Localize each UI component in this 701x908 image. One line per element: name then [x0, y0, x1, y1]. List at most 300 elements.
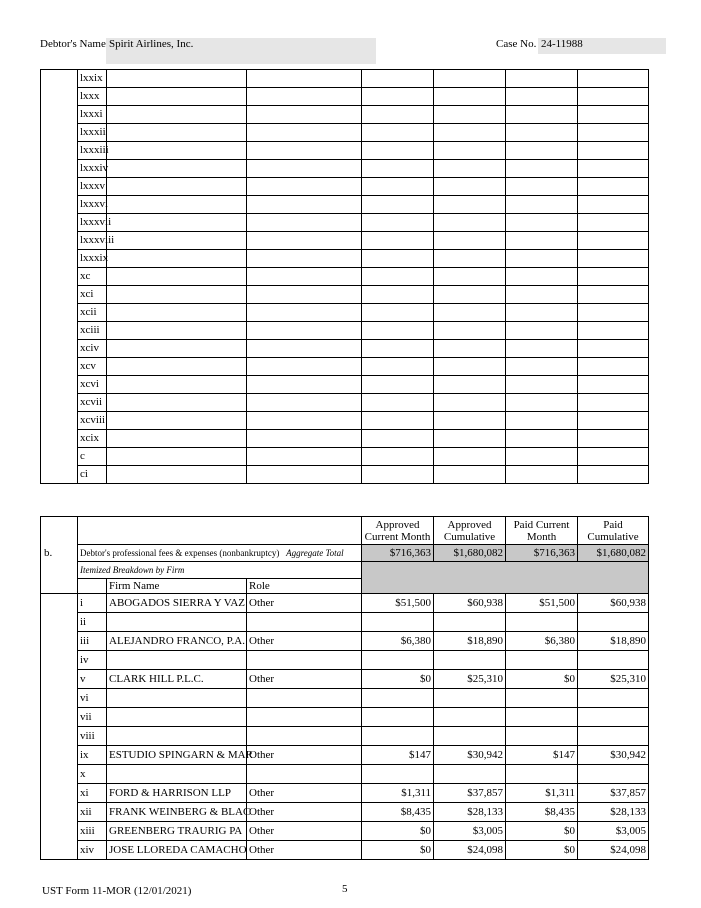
empty-cell	[506, 268, 578, 286]
empty-cell	[434, 340, 506, 358]
row-numeral: lxxxiv	[78, 160, 107, 178]
firm-name	[107, 689, 247, 708]
empty-cell	[247, 448, 362, 466]
firm-row-numeral: iii	[78, 632, 107, 651]
row-numeral: ci	[78, 466, 107, 484]
upper-table-row	[41, 232, 649, 250]
empty-cell	[434, 142, 506, 160]
approved-cumulative: $24,098	[434, 841, 506, 860]
approved-current	[362, 765, 434, 784]
empty-cell	[434, 394, 506, 412]
approved-current: $8,435	[362, 803, 434, 822]
firm-row-numeral: xii	[78, 803, 107, 822]
firm-row	[41, 822, 649, 841]
footer-form: UST Form 11-MOR (12/01/2021)	[42, 885, 192, 897]
empty-cell	[247, 178, 362, 196]
empty-cell	[247, 430, 362, 448]
empty-cell	[362, 304, 434, 322]
upper-table-row	[41, 340, 649, 358]
empty-cell	[578, 268, 649, 286]
upper-table-row	[41, 70, 649, 88]
firm-row	[41, 746, 649, 765]
firm-row	[41, 613, 649, 632]
paid-current: $6,380	[506, 632, 578, 651]
empty-cell	[362, 88, 434, 106]
empty-cell	[578, 178, 649, 196]
firm-role	[247, 651, 362, 670]
empty-cell	[107, 340, 247, 358]
empty-cell	[578, 250, 649, 268]
empty-cell	[578, 340, 649, 358]
empty-cell	[506, 412, 578, 430]
approved-cumulative: $3,005	[434, 822, 506, 841]
empty-cell	[434, 178, 506, 196]
row-spacer-cell	[41, 689, 78, 708]
firm-row	[41, 784, 649, 803]
row-numeral: xcv	[78, 358, 107, 376]
empty-cell	[362, 124, 434, 142]
empty-cell	[247, 340, 362, 358]
empty-cell	[247, 106, 362, 124]
empty-cell	[362, 448, 434, 466]
approved-current: $51,500	[362, 594, 434, 613]
row-spacer-cell	[41, 286, 78, 304]
firm-row	[41, 727, 649, 746]
col-header-paid-cumulative: Paid Cumulative	[578, 517, 649, 545]
firm-role	[247, 708, 362, 727]
row-numeral: lxxxvii	[78, 214, 107, 232]
approved-cumulative	[434, 708, 506, 727]
paid-current	[506, 651, 578, 670]
upper-table-row	[41, 448, 649, 466]
empty-cell	[506, 142, 578, 160]
firm-name	[107, 708, 247, 727]
approved-current	[362, 689, 434, 708]
upper-table-row	[41, 322, 649, 340]
approved-cumulative: $28,133	[434, 803, 506, 822]
row-numeral: lxxx	[78, 88, 107, 106]
empty-cell	[506, 340, 578, 358]
firm-name: ESTUDIO SPINGARN & MAR	[107, 746, 247, 765]
row-spacer-cell	[41, 708, 78, 727]
row-numeral: lxxxvi	[78, 196, 107, 214]
empty-cell	[362, 214, 434, 232]
firm-role: Other	[247, 841, 362, 860]
empty-cell	[506, 250, 578, 268]
firm-row	[41, 632, 649, 651]
paid-current	[506, 727, 578, 746]
empty-cell	[578, 430, 649, 448]
paid-current	[506, 689, 578, 708]
upper-table-row	[41, 178, 649, 196]
empty-cell	[107, 232, 247, 250]
row-numeral: lxxxiii	[78, 142, 107, 160]
empty-cell	[107, 322, 247, 340]
empty-cell	[434, 304, 506, 322]
row-spacer-cell	[41, 613, 78, 632]
approved-cumulative	[434, 765, 506, 784]
row-spacer-cell	[41, 822, 78, 841]
approved-current	[362, 651, 434, 670]
paid-cumulative: $18,890	[578, 632, 649, 651]
row-numeral: xci	[78, 286, 107, 304]
itemized-label: Itemized Breakdown by Firm	[78, 562, 362, 579]
row-spacer-cell	[41, 376, 78, 394]
empty-cell	[506, 178, 578, 196]
empty-cell	[578, 142, 649, 160]
paid-cumulative: $25,310	[578, 670, 649, 689]
firm-row	[41, 765, 649, 784]
approved-cumulative: $25,310	[434, 670, 506, 689]
firm-name: ALEJANDRO FRANCO, P.A.	[107, 632, 247, 651]
row-spacer-cell	[41, 88, 78, 106]
paid-cumulative: $37,857	[578, 784, 649, 803]
paid-current	[506, 765, 578, 784]
empty-cell	[362, 268, 434, 286]
upper-table-row	[41, 142, 649, 160]
firm-row	[41, 841, 649, 860]
empty-cell	[506, 106, 578, 124]
row-numeral: xciii	[78, 322, 107, 340]
firm-role: Other	[247, 594, 362, 613]
firm-row	[41, 594, 649, 613]
paid-cumulative	[578, 727, 649, 746]
empty-cell	[434, 376, 506, 394]
empty-cell	[362, 358, 434, 376]
approved-current: $0	[362, 670, 434, 689]
empty-cell	[578, 88, 649, 106]
empty-cell	[107, 376, 247, 394]
empty-cell	[362, 106, 434, 124]
empty-cell	[107, 430, 247, 448]
empty-cell	[506, 448, 578, 466]
row-spacer-cell	[41, 178, 78, 196]
firm-row-numeral: xiii	[78, 822, 107, 841]
empty-cell	[506, 358, 578, 376]
approved-cumulative: $30,942	[434, 746, 506, 765]
empty-cell	[506, 196, 578, 214]
approved-current: $1,311	[362, 784, 434, 803]
firm-role	[247, 727, 362, 746]
paid-current: $0	[506, 822, 578, 841]
empty-cell	[506, 430, 578, 448]
empty-cell	[434, 430, 506, 448]
empty-cell	[434, 70, 506, 88]
paid-current: $8,435	[506, 803, 578, 822]
firm-name: ABOGADOS SIERRA Y VAZ	[107, 594, 247, 613]
empty-cell	[107, 268, 247, 286]
row-spacer-cell	[41, 340, 78, 358]
empty-cell	[506, 70, 578, 88]
empty-cell	[506, 322, 578, 340]
empty-cell	[362, 412, 434, 430]
approved-cumulative: $60,938	[434, 594, 506, 613]
upper-table-row	[41, 376, 649, 394]
upper-table-row	[41, 286, 649, 304]
empty-cell	[506, 466, 578, 484]
empty-cell	[247, 88, 362, 106]
row-spacer-cell	[41, 322, 78, 340]
empty-cell	[578, 466, 649, 484]
empty-cell	[247, 232, 362, 250]
row-spacer-cell	[41, 214, 78, 232]
upper-table-row	[41, 250, 649, 268]
empty-cell	[247, 286, 362, 304]
firm-row-numeral: vi	[78, 689, 107, 708]
firm-name	[107, 613, 247, 632]
empty-cell	[107, 142, 247, 160]
row-spacer-cell	[41, 106, 78, 124]
row-spacer-cell	[41, 412, 78, 430]
row-spacer-cell	[41, 803, 78, 822]
empty-cell	[578, 358, 649, 376]
empty-cell	[506, 286, 578, 304]
row-spacer-cell	[41, 594, 78, 613]
empty-cell	[247, 124, 362, 142]
empty-cell	[362, 142, 434, 160]
empty-cell	[578, 160, 649, 178]
empty-cell	[362, 394, 434, 412]
col-header-approved-cumulative: Approved Cumulative	[434, 517, 506, 545]
empty-cell	[247, 142, 362, 160]
empty-cell	[362, 232, 434, 250]
upper-table-row	[41, 268, 649, 286]
firm-row-numeral: x	[78, 765, 107, 784]
empty-cell	[506, 394, 578, 412]
firm-row	[41, 803, 649, 822]
case-no: 24-11988	[541, 38, 583, 50]
row-numeral: lxxxii	[78, 124, 107, 142]
empty-cell	[247, 322, 362, 340]
empty-cell	[578, 214, 649, 232]
empty-cell	[247, 394, 362, 412]
itemized-row	[41, 562, 649, 579]
approved-current: $6,380	[362, 632, 434, 651]
row-spacer-cell	[41, 304, 78, 322]
paid-current: $0	[506, 841, 578, 860]
empty-cell	[362, 430, 434, 448]
row-numeral: lxxxv	[78, 178, 107, 196]
upper-table-row	[41, 358, 649, 376]
paid-cumulative: $30,942	[578, 746, 649, 765]
empty-cell	[107, 196, 247, 214]
empty-cell	[107, 358, 247, 376]
row-spacer-cell	[41, 142, 78, 160]
empty-cell	[362, 286, 434, 304]
col-header-approved-current: Approved Current Month	[362, 517, 434, 545]
empty-cell	[247, 376, 362, 394]
upper-table-row	[41, 304, 649, 322]
approved-cumulative	[434, 689, 506, 708]
empty-cell	[434, 250, 506, 268]
empty-cell	[247, 250, 362, 268]
firm-name: FRANK WEINBERG & BLAC	[107, 803, 247, 822]
firm-row-numeral: viii	[78, 727, 107, 746]
approved-cumulative	[434, 651, 506, 670]
aggregate-tag: Aggregate Total	[286, 547, 344, 558]
firm-row	[41, 670, 649, 689]
row-spacer-cell	[41, 784, 78, 803]
row-numeral: lxxxviii	[78, 232, 107, 250]
paid-current: $147	[506, 746, 578, 765]
row-numeral: c	[78, 448, 107, 466]
paid-cumulative: $3,005	[578, 822, 649, 841]
firm-row-numeral: xiv	[78, 841, 107, 860]
empty-cell	[362, 160, 434, 178]
debtor-label: Debtor's Name	[40, 38, 106, 50]
empty-cell	[578, 196, 649, 214]
row-spacer-cell	[41, 196, 78, 214]
empty-cell	[578, 70, 649, 88]
approved-current	[362, 613, 434, 632]
aggregate-paid-current: $716,363	[506, 545, 578, 562]
row-spacer-cell	[41, 765, 78, 784]
paid-cumulative: $60,938	[578, 594, 649, 613]
empty-cell	[362, 376, 434, 394]
row-spacer-cell	[41, 651, 78, 670]
empty-cell	[578, 304, 649, 322]
firm-name: CLARK HILL P.L.C.	[107, 670, 247, 689]
empty-cell	[247, 358, 362, 376]
row-numeral: xcvii	[78, 394, 107, 412]
empty-cell	[434, 196, 506, 214]
empty-cell	[247, 214, 362, 232]
row-numeral: xc	[78, 268, 107, 286]
empty-cell	[434, 358, 506, 376]
firm-name	[107, 765, 247, 784]
row-spacer-cell	[41, 746, 78, 765]
empty-cell	[434, 286, 506, 304]
empty-cell	[434, 214, 506, 232]
paid-cumulative	[578, 689, 649, 708]
firm-row-numeral: i	[78, 594, 107, 613]
firm-row	[41, 651, 649, 670]
row-numeral: xcix	[78, 430, 107, 448]
approved-cumulative	[434, 727, 506, 746]
paid-current: $0	[506, 670, 578, 689]
approved-cumulative: $37,857	[434, 784, 506, 803]
aggregate-label-cell	[78, 545, 362, 562]
firm-name: JOSE LLOREDA CAMACHO	[107, 841, 247, 860]
empty-cell	[578, 124, 649, 142]
row-spacer-cell	[41, 466, 78, 484]
empty-cell	[434, 232, 506, 250]
paid-cumulative	[578, 613, 649, 632]
empty-cell	[362, 340, 434, 358]
paid-current: $1,311	[506, 784, 578, 803]
empty-cell	[434, 322, 506, 340]
empty-cell	[434, 448, 506, 466]
paid-cumulative: $28,133	[578, 803, 649, 822]
approved-cumulative	[434, 613, 506, 632]
upper-table-row	[41, 412, 649, 430]
paid-cumulative	[578, 765, 649, 784]
empty-cell	[107, 448, 247, 466]
firm-role: Other	[247, 822, 362, 841]
empty-cell	[107, 106, 247, 124]
row-numeral: xcvi	[78, 376, 107, 394]
row-spacer-cell	[41, 394, 78, 412]
paid-current	[506, 613, 578, 632]
firm-name-header: Firm Name	[107, 579, 247, 594]
empty-cell	[247, 70, 362, 88]
empty-cell	[107, 88, 247, 106]
row-spacer-cell	[41, 268, 78, 286]
row-numeral: xciv	[78, 340, 107, 358]
empty-cell	[506, 214, 578, 232]
empty-cell	[247, 412, 362, 430]
firm-name	[107, 727, 247, 746]
approved-current: $147	[362, 746, 434, 765]
empty-cell	[362, 466, 434, 484]
row-spacer-cell	[41, 232, 78, 250]
empty-cell	[107, 250, 247, 268]
empty-cell	[362, 196, 434, 214]
empty-cell	[107, 394, 247, 412]
firm-role: Other	[247, 632, 362, 651]
upper-table-row	[41, 106, 649, 124]
upper-table-row	[41, 124, 649, 142]
page-number: 5	[342, 883, 348, 895]
empty-cell	[434, 268, 506, 286]
empty-cell	[506, 232, 578, 250]
row-spacer-cell	[41, 358, 78, 376]
empty-cell	[434, 124, 506, 142]
empty-cell	[506, 376, 578, 394]
column-header-row	[41, 517, 649, 545]
aggregate-row	[41, 545, 649, 562]
row-spacer-cell	[41, 70, 78, 88]
empty-cell	[578, 412, 649, 430]
approved-current: $0	[362, 822, 434, 841]
empty-cell	[107, 70, 247, 88]
firm-row-numeral: v	[78, 670, 107, 689]
firm-role	[247, 613, 362, 632]
approved-current: $0	[362, 841, 434, 860]
role-header: Role	[247, 579, 362, 594]
aggregate-paid-cumulative: $1,680,082	[578, 545, 649, 562]
row-spacer-cell	[41, 250, 78, 268]
paid-cumulative	[578, 708, 649, 727]
empty-cell	[247, 304, 362, 322]
firm-row-numeral: vii	[78, 708, 107, 727]
firm-role: Other	[247, 746, 362, 765]
upper-table-row	[41, 160, 649, 178]
upper-table-row	[41, 88, 649, 106]
empty-cell	[506, 304, 578, 322]
upper-table-row	[41, 196, 649, 214]
professional-fees-table	[40, 516, 649, 860]
upper-table-row	[41, 430, 649, 448]
row-spacer-cell	[41, 670, 78, 689]
empty-cell	[578, 376, 649, 394]
row-spacer-cell	[41, 448, 78, 466]
empty-cell	[362, 322, 434, 340]
firm-row-numeral: ii	[78, 613, 107, 632]
row-spacer-cell	[41, 632, 78, 651]
empty-cell	[362, 70, 434, 88]
firm-role: Other	[247, 784, 362, 803]
empty-cell	[434, 160, 506, 178]
empty-cell	[578, 286, 649, 304]
empty-cell	[107, 412, 247, 430]
firm-name	[107, 651, 247, 670]
empty-cell	[107, 214, 247, 232]
col-header-paid-current: Paid Current Month	[506, 517, 578, 545]
empty-cell	[434, 88, 506, 106]
empty-cell	[247, 466, 362, 484]
row-spacer-cell	[41, 430, 78, 448]
